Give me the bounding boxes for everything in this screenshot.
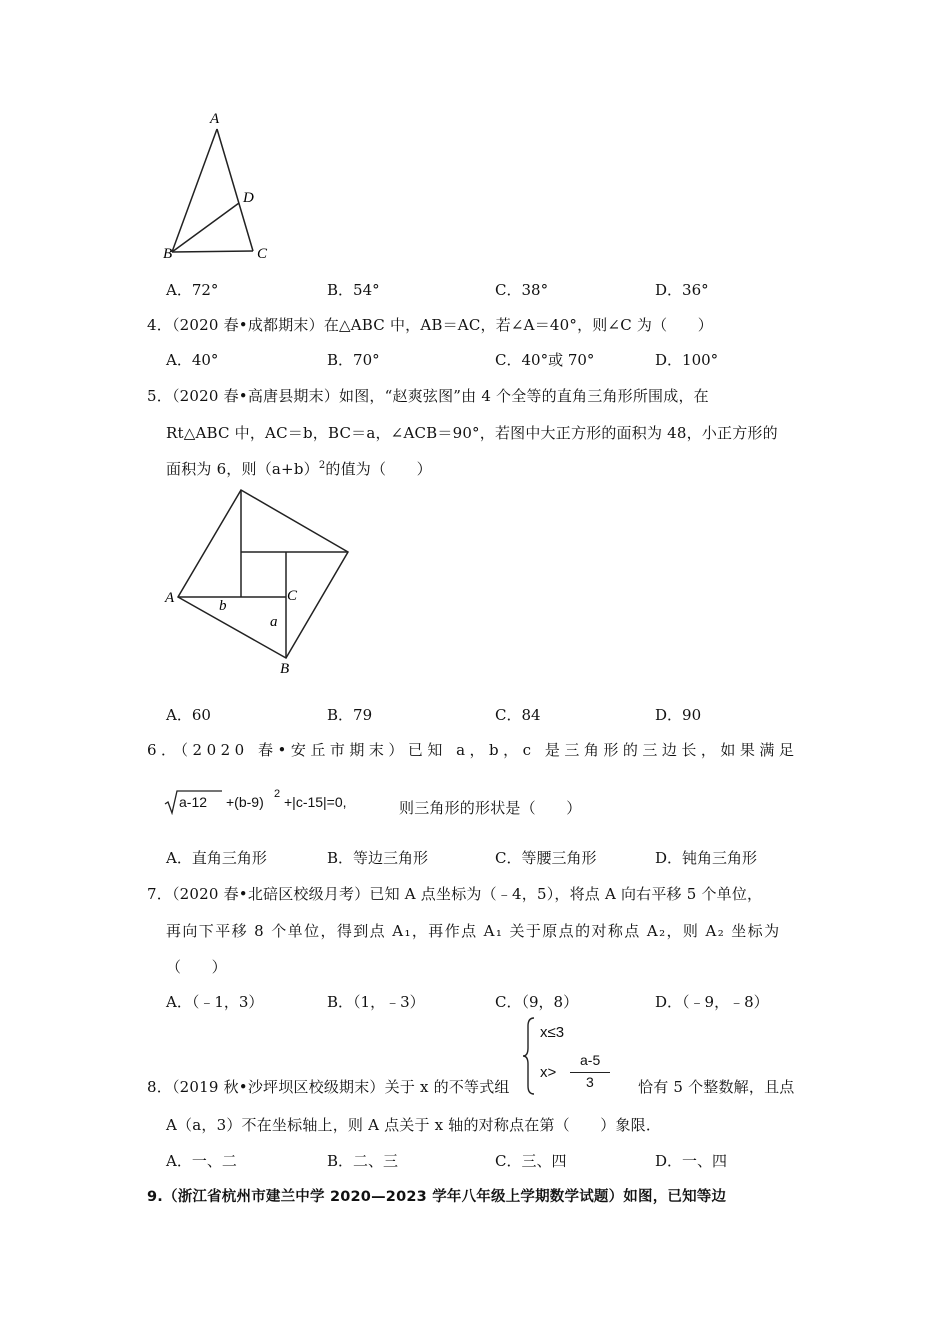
q6-radicand: a-12 (179, 794, 208, 810)
fraction-bar (570, 1072, 610, 1073)
q5-option-c: C．84 (495, 706, 541, 724)
label-c: C (257, 246, 268, 262)
q5-option-b: B．79 (327, 706, 373, 724)
q3-option-b: B．54° (327, 281, 380, 299)
q7-option-c: C．（9，8） (495, 993, 579, 1011)
figure-zhao-shuang (160, 480, 360, 680)
q6-option-d: D．钝角三角形 (655, 849, 758, 867)
q7-line1: 7．（2020 春•北碚区校级月考）已知 A 点坐标为（﹣4，5），将点 A 向右平移 5 个单位， (147, 885, 763, 903)
q4-option-d: D．100° (655, 351, 719, 369)
brace-icon (522, 1016, 536, 1096)
q7-option-b: B．（1，﹣3） (327, 993, 425, 1011)
q7-option-d: D．（﹣9，﹣8） (655, 993, 769, 1011)
q7-option-a: A．（﹣1，3） (166, 993, 264, 1011)
q6-option-c: C．等腰三角形 (495, 849, 597, 867)
q8-option-b: B．二、三 (327, 1152, 399, 1170)
q5-line3-a: 面积为 6，则（a+b） (166, 460, 319, 478)
q5-line1: 5．（2020 春•高唐县期末）如图，“赵爽弦图”由 4 个全等的直角三角形所围成，在 (147, 387, 709, 405)
figure-triangle-abd (150, 105, 290, 270)
segment-ab (172, 129, 217, 252)
q8-option-d: D．一、四 (655, 1152, 728, 1170)
q6-expr: +(b-9) (226, 794, 264, 810)
label-b2: B (280, 661, 290, 677)
label-b-side: b (219, 598, 227, 614)
q5-line2: Rt△ABC 中，AC＝b，BC＝a，∠ACB＝90°，若图中大正方形的面积为 48，小正方形的 (166, 424, 778, 442)
q4-option-c: C．40°或 70° (495, 351, 595, 369)
q4-option-a: A．40° (166, 351, 219, 369)
q8-line2: A（a，3）不在坐标轴上，则 A 点关于 x 轴的对称点在第（ ）象限． (166, 1116, 662, 1134)
q6-line1: 6．（2020 春•安丘市期末）已知 a，b，c 是三角形的三边长，如果满足 (147, 741, 799, 759)
q8-frac-den: 3 (586, 1074, 594, 1090)
q8-option-a: A．一、二 (166, 1152, 237, 1170)
q8-sys-line1: x≤3 (540, 1024, 565, 1041)
q8-option-c: C．三、四 (495, 1152, 567, 1170)
q9-text: 9.（浙江省杭州市建兰中学 2020—2023 学年八年级上学期数学试题）如图，已知等边 (147, 1189, 727, 1205)
segment-bd (172, 203, 239, 252)
q6-option-b: B．等边三角形 (327, 849, 429, 867)
label-c2: C (287, 588, 298, 604)
label-a-side: a (270, 614, 278, 630)
outer-square (178, 490, 348, 658)
q4-option-b: B．70° (327, 351, 380, 369)
q6-expr-exp: 2 (274, 788, 281, 800)
q8-prefix: 8．（2019 秋•沙坪坝区校级期末）关于 x 的不等式组 (147, 1078, 510, 1096)
q7-line3: （ ） (166, 958, 227, 976)
q3-option-c: C．38° (495, 281, 549, 299)
q8-suffix: 恰有 5 个整数解，且点 (638, 1078, 795, 1096)
label-b: B (163, 246, 173, 262)
q8-frac-num: a-5 (580, 1052, 601, 1068)
q5-line3-b: 的值为（ ） (325, 460, 432, 478)
q8-sys-line2: x> (540, 1064, 557, 1081)
q5-line3 (166, 458, 432, 479)
q6-expr2: +|c-15|=0, (284, 794, 347, 810)
segment-bc (172, 251, 253, 252)
q5-option-d: D．90 (655, 706, 702, 724)
q4-text: 4．（2020 春•成都期末）在△ABC 中，AB＝AC，若∠A＝40°，则∠C 为（ ） (147, 316, 713, 334)
q3-option-d: D．36° (655, 281, 709, 299)
q6-option-a: A．直角三角形 (166, 849, 267, 867)
label-d: D (243, 190, 254, 206)
q7-line2: 再向下平移 8 个单位，得到点 A₁，再作点 A₁ 关于原点的对称点 A₂，则 A₂ 坐标为 (166, 922, 781, 940)
label-a: A (210, 111, 220, 127)
label-a2: A (165, 590, 175, 606)
q3-option-a: A．72° (166, 281, 219, 299)
q8-inequality-system (522, 1016, 618, 1096)
q6-tail: 则三角形的形状是（ ） (399, 799, 582, 817)
q5-option-a: A．60 (166, 706, 211, 724)
q5-exponent: 2 (318, 460, 326, 471)
